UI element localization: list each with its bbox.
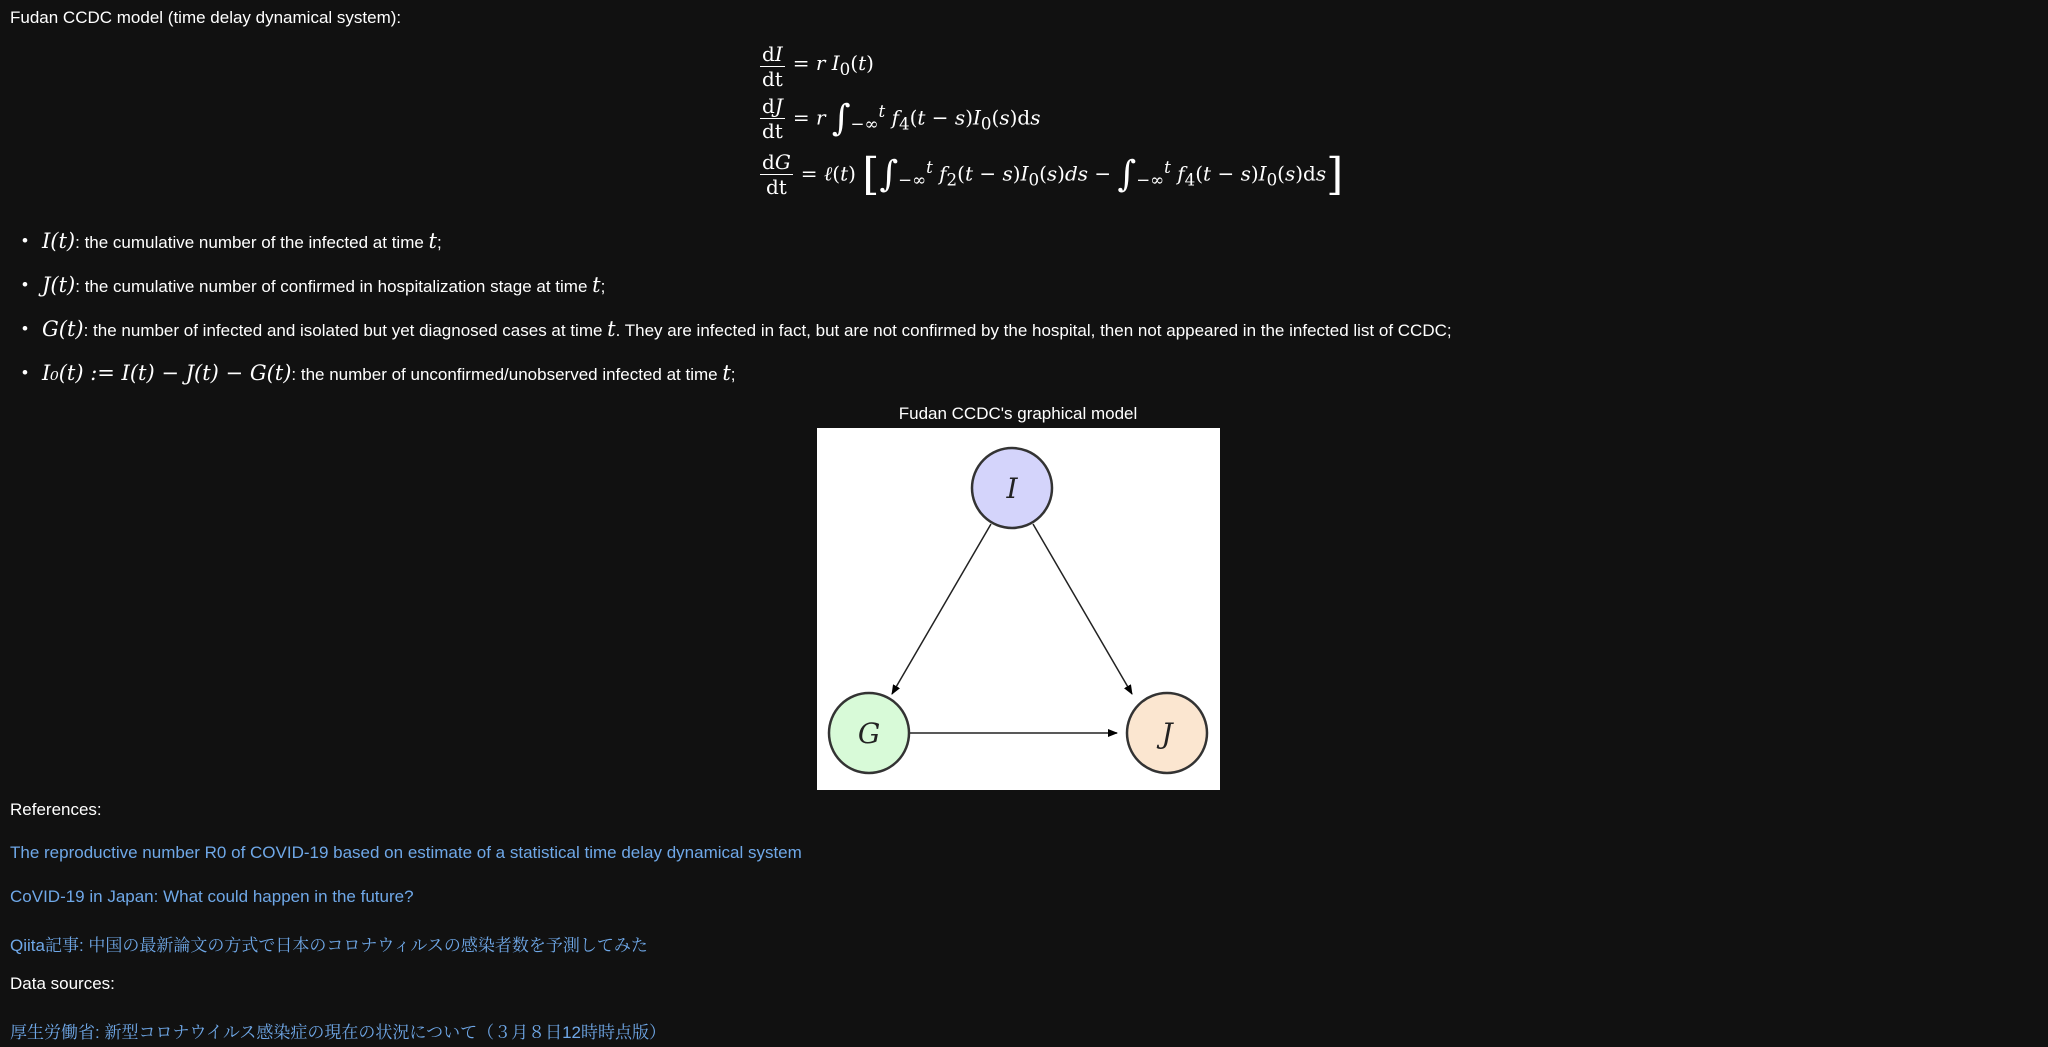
node-i-label: I (1006, 472, 1018, 505)
list-item (42, 268, 1452, 312)
definition-text: : the number of infected and isolated but yet diagnosed cases at time (83, 321, 608, 340)
edge-i-j (1033, 524, 1132, 694)
data-source-link-mhlw[interactable]: 厚生労働省: 新型コロナウイルス感染症の現在の状況について（３月８日12時時点版） (10, 1023, 666, 1042)
equation-di-dt: $\frac{dI}{dt}$ = r $I_0(t)$ (761, 42, 874, 91)
list-item (42, 312, 1452, 356)
intro-text: Fudan CCDC model (time delay dynamical system): (10, 8, 402, 27)
definition-symbol: G(t) (42, 317, 84, 341)
definition-text: : the cumulative number of the infected at time (75, 233, 429, 252)
definition-end: ; (730, 365, 736, 384)
equation-dg-dt: $\frac{dG}{dt}$ = ℓ(t) [$\int_{-\infty}^t$ $f_2(t - s)I_0(s)ds - \int_{-\infty}^t$ $f_4(t - s)I_0(s)ds$] (762, 148, 1344, 200)
definition-text: : the cumulative number of confirmed in hospitalization stage at time (75, 277, 593, 296)
edge-i-g (892, 524, 991, 694)
definition-list (0, 224, 1452, 400)
graph-svg (817, 428, 1220, 790)
equation-dj-dt: $\frac{dJ}{dt}$ = r $\int_{-\infty}^t$ $f_4(t - s)I_0(s)ds$ (762, 94, 1041, 143)
definition-symbol: I(t) (42, 229, 76, 253)
definition-end: ; (600, 277, 606, 296)
node-j-label: J (1161, 717, 1173, 750)
data-sources-heading: Data sources: (10, 974, 115, 993)
definition-var: t (722, 361, 731, 385)
definition-end: ; (436, 233, 442, 252)
equation-block (760, 42, 1344, 212)
list-item (42, 356, 1452, 400)
definition-end: . They are infected in fact, but are not confirmed by the hospital, then not appeared in the infected list of CCDC; (615, 321, 1452, 340)
graph-title: Fudan CCDC's graphical model (898, 404, 1138, 423)
list-item (42, 224, 1452, 268)
reference-link-r0[interactable]: The reproductive number R0 of COVID-19 based on estimate of a statistical time delay dynamical system (10, 843, 802, 862)
reference-link-japan-future[interactable]: CoVID-19 in Japan: What could happen in the future? (10, 887, 414, 906)
graph-diagram (817, 428, 1220, 790)
definition-symbol: I₀(t) := I(t) − J(t) − G(t) (42, 361, 292, 385)
definition-var: t (607, 317, 616, 341)
definition-var: t (428, 229, 437, 253)
definition-var: t (592, 273, 601, 297)
references-heading: References: (10, 800, 102, 819)
node-g-label: G (857, 717, 881, 750)
definition-symbol: J(t) (42, 273, 76, 297)
definition-text: : the number of unconfirmed/unobserved infected at time (291, 365, 723, 384)
reference-link-qiita[interactable]: Qiita記事: 中国の最新論文の方式で日本のコロナウィルスの感染者数を予測してみた (10, 936, 648, 955)
